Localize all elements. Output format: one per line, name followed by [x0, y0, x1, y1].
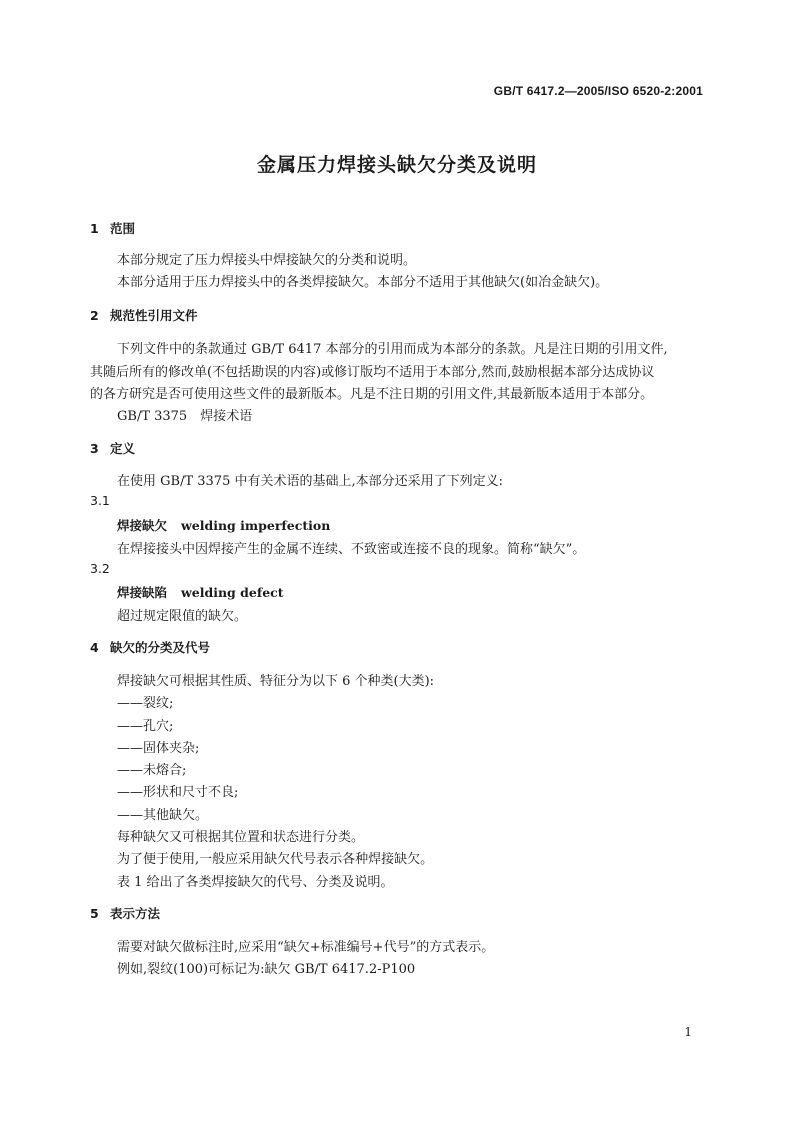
- term-chinese: 焊接缺陷: [117, 585, 168, 600]
- section-heading-scope: [90, 219, 135, 237]
- section-title: 规范性引用文件: [110, 308, 198, 323]
- paragraph: 在使用 GB/T 3375 中有关术语的基础上,本部分还采用了下列定义:: [117, 474, 503, 489]
- clause-number: 3.1: [90, 493, 110, 508]
- paragraph: 例如,裂纹(100)可标记为:缺欠 GB/T 6417.2-P100: [117, 962, 416, 977]
- term-entry: [117, 583, 284, 601]
- paragraph: 本部分适用于压力焊接头中的各类焊接缺欠。本部分不适用于其他缺欠(如冶金缺欠)。: [117, 275, 609, 290]
- paragraph: 表 1 给出了各类焊接缺欠的代号、分类及说明。: [117, 875, 394, 890]
- paragraph: 为了便于使用,一般应采用缺欠代号表示各种焊接缺欠。: [117, 852, 434, 867]
- section-number: 3: [90, 441, 99, 456]
- term-chinese: 焊接缺欠: [117, 518, 168, 533]
- section-title: 定义: [110, 441, 136, 456]
- section-heading-normative-references: [90, 306, 198, 324]
- page-number: 1: [684, 1025, 692, 1039]
- list-item: ——形状和尺寸不良;: [117, 785, 239, 800]
- term-english: welding defect: [181, 585, 284, 600]
- paragraph: 本部分规定了压力焊接头中焊接缺欠的分类和说明。: [117, 253, 417, 268]
- document-title: 金属压力焊接头缺欠分类及说明: [256, 154, 537, 176]
- term-definition: 超过规定限值的缺欠。: [117, 609, 248, 624]
- section-number: 2: [90, 308, 99, 323]
- section-heading-notation: [90, 904, 160, 922]
- section-title: 表示方法: [110, 906, 161, 921]
- paragraph-line: 下列文件中的条款通过 GB/T 6417 本部分的引用而成为本部分的条款。凡是注日期的引用文件,: [117, 342, 668, 357]
- section-title: 范围: [110, 221, 136, 236]
- term-definition: 在焊接接头中因焊接产生的金属不连续、不致密或连接不良的现象。简称“缺欠”。: [117, 542, 586, 557]
- list-item: ——孔穴;: [117, 719, 174, 734]
- paragraph-line: 其随后所有的修改单(不包括勘误的内容)或修订版均不适用于本部分,然而,鼓励根据本部分达成协议: [90, 365, 655, 380]
- term-entry: [117, 516, 330, 534]
- section-number: 5: [90, 906, 99, 921]
- standard-code-header: GB/T 6417.2—2005/ISO 6520-2:2001: [493, 84, 703, 98]
- normative-reference: GB/T 3375 焊接术语: [117, 409, 253, 424]
- list-item: ——其他缺欠。: [117, 808, 209, 823]
- clause-number: 3.2: [90, 561, 110, 576]
- section-title: 缺欠的分类及代号: [110, 640, 211, 655]
- list-item: ——固体夹杂;: [117, 741, 200, 756]
- paragraph: 需要对缺欠做标注时,应采用“缺欠+标准编号+代号”的方式表示。: [117, 940, 495, 955]
- list-item: ——未熔合;: [117, 763, 187, 778]
- section-number: 1: [90, 221, 99, 236]
- section-heading-definitions: [90, 439, 135, 457]
- list-item: ——裂纹;: [117, 696, 174, 711]
- paragraph-line: 的各方研究是否可使用这些文件的最新版本。凡是不注日期的引用文件,其最新版本适用于本部分。: [90, 387, 654, 402]
- section-number: 4: [90, 640, 99, 655]
- paragraph: 焊接缺欠可根据其性质、特征分为以下 6 个种类(大类):: [117, 674, 435, 689]
- paragraph: 每种缺欠又可根据其位置和状态进行分类。: [117, 830, 365, 845]
- section-heading-classification: [90, 638, 210, 656]
- term-english: welding imperfection: [181, 518, 331, 533]
